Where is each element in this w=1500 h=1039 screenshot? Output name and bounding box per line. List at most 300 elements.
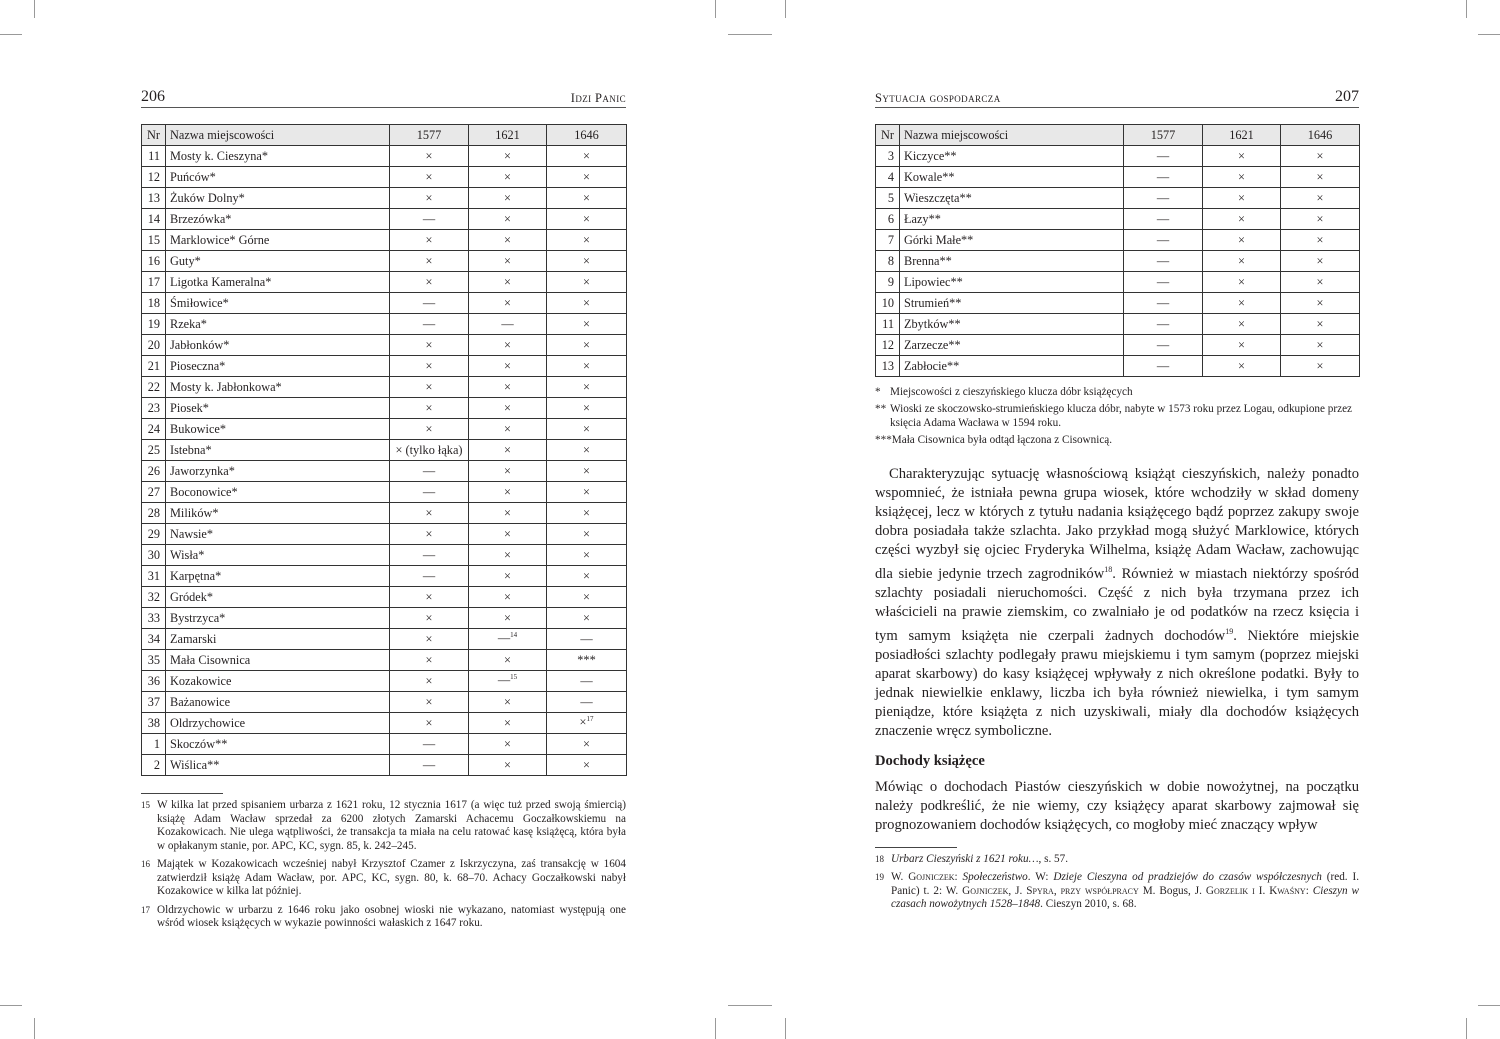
- cell-1577: [390, 188, 469, 209]
- cell-1646-value: ×: [583, 757, 590, 772]
- cell-nr-value: 23: [147, 400, 160, 415]
- footnote-number: 19: [875, 872, 884, 883]
- cell-1621: [469, 482, 547, 503]
- cell-1577-value: ×: [425, 715, 433, 730]
- table-row: [876, 188, 1360, 209]
- cell-1646: [547, 251, 627, 272]
- cell-1577: [1124, 314, 1203, 335]
- table-row: [142, 734, 627, 755]
- crop-mark: [728, 1005, 772, 1006]
- cell-name-value: Ligotka Kameralna*: [170, 274, 272, 289]
- cell-1621: [469, 734, 547, 755]
- footnote-number: 15: [141, 800, 150, 810]
- cell-1646-value: ×: [1316, 190, 1324, 205]
- table-row: [142, 398, 627, 419]
- cell-name: [900, 356, 1124, 377]
- cell-1577-value: —: [422, 484, 436, 499]
- footnote-rule: [875, 847, 957, 848]
- cell-nr: [142, 461, 166, 482]
- cell-name-value: Oldrzychowice: [170, 715, 246, 730]
- cell-name-value: Marklowice* Górne: [170, 232, 270, 247]
- cell-nr: [142, 629, 166, 650]
- cell-name: [166, 293, 390, 314]
- cell-nr: [876, 293, 900, 314]
- cell-1646: [547, 167, 627, 188]
- cell-nr-value: 6: [887, 211, 894, 226]
- cell-name-value: Zamarski: [170, 631, 217, 646]
- cell-1646: [547, 461, 627, 482]
- cell-nr: [876, 272, 900, 293]
- cell-1646-value: ×: [1316, 253, 1324, 268]
- cell-nr-value: 4: [887, 169, 894, 184]
- cell-1621-value: ×: [504, 358, 511, 373]
- cell-nr-value: 18: [147, 295, 160, 310]
- cell-nr-value: 13: [147, 190, 160, 205]
- footnote-ref[interactable]: 15: [510, 673, 518, 682]
- cell-name: [166, 608, 390, 629]
- table-row: [876, 251, 1360, 272]
- table-row: [142, 650, 627, 671]
- footnote-text-part: (red. I. Panic) t. 2: W.: [891, 871, 1359, 897]
- cell-1646-value: ×: [583, 190, 590, 205]
- cell-1577-value: —: [422, 211, 436, 226]
- cell-1621: [469, 272, 547, 293]
- cell-1646: [547, 524, 627, 545]
- cell-1577-value: ×: [425, 274, 433, 289]
- cell-1646-value: ×: [583, 316, 590, 331]
- cell-1577-value: ×: [425, 421, 433, 436]
- cell-1577-value: —: [1156, 190, 1170, 205]
- crop-mark: [1478, 34, 1500, 35]
- cell-1577: [390, 377, 469, 398]
- cell-nr-value: 14: [147, 211, 160, 226]
- cell-1646: [1281, 188, 1360, 209]
- cell-name-value: Nawsie*: [170, 526, 214, 541]
- cell-name: [900, 146, 1124, 167]
- cell-1577: [390, 650, 469, 671]
- cell-nr: [142, 209, 166, 230]
- cell-1621: [1203, 251, 1281, 272]
- cell-1577-value: —: [422, 568, 436, 583]
- cell-1577-value: ×: [425, 631, 433, 646]
- cell-nr: [142, 167, 166, 188]
- cell-1646-value: ×: [583, 610, 590, 625]
- cell-name: [166, 461, 390, 482]
- header-nr: Nr: [876, 125, 900, 146]
- cell-1577: [390, 503, 469, 524]
- cell-1577: [390, 608, 469, 629]
- cell-nr: [142, 335, 166, 356]
- cell-nr-value: 12: [881, 337, 894, 352]
- cell-1646-value: ×: [1316, 295, 1324, 310]
- crop-mark: [34, 1018, 35, 1039]
- cell-nr-value: 30: [147, 547, 160, 562]
- cell-1577: [1124, 251, 1203, 272]
- table-row: [142, 566, 627, 587]
- cell-1577: [390, 398, 469, 419]
- cell-nr-value: 8: [887, 253, 894, 268]
- cell-nr-value: 3: [887, 148, 894, 163]
- cell-nr-value: 24: [147, 421, 160, 436]
- crop-mark: [715, 0, 716, 18]
- cell-nr: [142, 188, 166, 209]
- footnote-number: 17: [141, 904, 150, 915]
- cell-nr-value: 5: [887, 190, 894, 205]
- cell-1646-value: ×: [583, 421, 590, 436]
- cell-1646-value: ×: [1316, 232, 1324, 247]
- cell-1646: [547, 146, 627, 167]
- cell-1621: [469, 545, 547, 566]
- cell-nr-value: 1: [153, 736, 160, 751]
- cell-name: [166, 377, 390, 398]
- cell-nr-value: 36: [147, 673, 160, 688]
- cell-1646: [547, 419, 627, 440]
- cell-nr: [876, 335, 900, 356]
- cell-1621: [469, 440, 547, 461]
- cell-1646: [547, 671, 627, 692]
- table-row: [142, 503, 627, 524]
- cell-1577-value: ×: [425, 505, 433, 520]
- cell-1646-value: ×: [583, 400, 590, 415]
- cell-1621: [469, 314, 547, 335]
- footnote-ref-18[interactable]: 18: [1104, 565, 1113, 574]
- cell-1646-value: ×: [583, 484, 590, 499]
- table-row: [876, 272, 1360, 293]
- cell-name-value: Karpętna*: [170, 568, 222, 583]
- cell-1577: [390, 671, 469, 692]
- cell-nr-value: 11: [882, 316, 894, 331]
- cell-name-value: Boconowice*: [170, 484, 238, 499]
- cell-1577-value: —: [1156, 337, 1170, 352]
- cell-1577: [390, 293, 469, 314]
- cell-name-value: Gródek*: [170, 589, 214, 604]
- cell-1646-value: ×: [1316, 148, 1324, 163]
- cell-1646: [547, 587, 627, 608]
- cell-nr: [876, 251, 900, 272]
- cell-1577-value: ×: [425, 652, 433, 667]
- villages-table: [875, 124, 1360, 377]
- cell-1621: [469, 335, 547, 356]
- table-row: [142, 524, 627, 545]
- header-nr: Nr: [142, 125, 166, 146]
- cell-name-value: Wieszczęta**: [904, 190, 972, 205]
- cell-name-value: Bażanowice: [170, 694, 231, 709]
- cell-1646-value: ×: [583, 736, 590, 751]
- cell-name: [166, 545, 390, 566]
- cell-1646: [1281, 146, 1360, 167]
- cell-nr-value: 25: [147, 442, 160, 457]
- cell-1577-value: ×: [425, 379, 433, 394]
- cell-1646: [547, 314, 627, 335]
- cell-1646: [547, 335, 627, 356]
- footnote-19: [875, 871, 1359, 912]
- cell-nr: [142, 503, 166, 524]
- cell-nr: [142, 356, 166, 377]
- cell-nr: [876, 356, 900, 377]
- cell-nr: [142, 545, 166, 566]
- cell-nr: [142, 419, 166, 440]
- cell-1621-value: ×: [504, 253, 511, 268]
- cell-1621: [469, 566, 547, 587]
- cell-name-value: Rzeka*: [170, 316, 207, 331]
- cell-1577: [390, 356, 469, 377]
- table-row: [142, 419, 627, 440]
- cell-1646: [547, 545, 627, 566]
- cell-nr-value: 38: [147, 715, 160, 730]
- cell-1621-value: ×: [504, 337, 511, 352]
- table-body: [142, 146, 627, 776]
- cell-name: [166, 209, 390, 230]
- cell-name: [166, 524, 390, 545]
- cell-nr: [876, 230, 900, 251]
- cell-1621-value: ×: [504, 484, 511, 499]
- cell-1621-value: ×: [1238, 148, 1245, 163]
- cell-nr-value: 29: [147, 526, 160, 541]
- cell-1646-value: ×: [583, 253, 590, 268]
- cell-1646: [547, 692, 627, 713]
- cell-nr-value: 9: [887, 274, 894, 289]
- cell-1577-value: —: [1156, 295, 1170, 310]
- cell-1577-value: ×: [425, 694, 433, 709]
- running-head-author: Idzi Panic: [570, 91, 626, 105]
- cell-name: [166, 188, 390, 209]
- cell-1621: [469, 293, 547, 314]
- cell-name: [900, 251, 1124, 272]
- cell-1646-value: —: [580, 694, 593, 709]
- cell-nr-value: 26: [147, 463, 160, 478]
- cell-1621: [1203, 209, 1281, 230]
- footnote-rule: [141, 793, 223, 794]
- cell-1646: [1281, 251, 1360, 272]
- cell-1621-value: ×: [504, 379, 511, 394]
- cell-name: [166, 566, 390, 587]
- cell-1577: [390, 146, 469, 167]
- cell-nr-value: 13: [881, 358, 894, 373]
- cell-1577-value: —: [1156, 316, 1170, 331]
- cell-1646-value: ×: [583, 379, 590, 394]
- table-row: [876, 167, 1360, 188]
- footnote-ref[interactable]: 14: [510, 631, 518, 640]
- cell-1646-value: ×: [583, 148, 590, 163]
- cell-nr-value: 28: [147, 505, 160, 520]
- cell-name-value: Kiczyce**: [904, 148, 957, 163]
- table-row: [142, 629, 627, 650]
- footnote-punct: :: [954, 871, 963, 884]
- cell-1646: [547, 398, 627, 419]
- cell-name: [166, 335, 390, 356]
- cell-1646-value: ×: [583, 547, 590, 562]
- cell-1621-value: ×: [504, 400, 511, 415]
- cell-1621: [469, 671, 547, 692]
- cell-1621-value: ×: [1238, 316, 1245, 331]
- cell-1621-value: ×: [504, 421, 511, 436]
- cell-nr: [876, 167, 900, 188]
- cell-1621-value: ×: [1238, 358, 1245, 373]
- cell-1621-value: ×: [504, 190, 511, 205]
- cell-name-value: Istebna*: [170, 442, 212, 457]
- table-row: [142, 293, 627, 314]
- cell-name-value: Lipowiec**: [904, 274, 963, 289]
- cell-name: [166, 734, 390, 755]
- crop-mark: [715, 1018, 716, 1039]
- cell-1577-value: ×: [425, 358, 433, 373]
- cell-1646: [547, 713, 627, 734]
- cell-1621-value: ×: [504, 148, 511, 163]
- footnote-number: 18: [875, 853, 884, 864]
- cell-1621: [469, 419, 547, 440]
- cell-name: [166, 230, 390, 251]
- cell-1577: [390, 587, 469, 608]
- cell-name-value: Mosty k. Jabłonkowa*: [170, 379, 282, 394]
- cell-1621-value: ×: [1238, 169, 1245, 184]
- table-row: [142, 314, 627, 335]
- cell-name: [166, 482, 390, 503]
- table-row: [142, 251, 627, 272]
- cell-name: [900, 314, 1124, 335]
- cell-1621: [469, 503, 547, 524]
- cell-name: [900, 335, 1124, 356]
- cell-name-value: Guty*: [170, 253, 201, 268]
- right-page: [875, 86, 1359, 912]
- cell-name-value: Jaworzynka*: [170, 463, 235, 478]
- crop-mark: [785, 1018, 786, 1039]
- header-name: Nazwa miejscowości: [166, 125, 390, 146]
- cell-1646-value: ×: [583, 463, 590, 478]
- cell-1621: [1203, 230, 1281, 251]
- cell-1621: [469, 587, 547, 608]
- cell-1621: [1203, 272, 1281, 293]
- cell-1577-value: ×: [425, 673, 433, 688]
- cell-1621: [469, 629, 547, 650]
- cell-nr-value: 35: [147, 652, 160, 667]
- table-row: [876, 356, 1360, 377]
- cell-1621-value: ×: [504, 442, 511, 457]
- footnote-title: Urbarz Cieszyński z 1621 roku…: [891, 852, 1039, 865]
- cell-name-value: Piosek*: [170, 400, 209, 415]
- footnote-15: [141, 799, 626, 853]
- section-heading: Dochody książęce: [875, 752, 985, 769]
- cell-1577-value: —: [1156, 274, 1170, 289]
- footnote-text: Majątek w Kozakowicach wcześniej nabył Krzysztof Czamer z Iskrzyczyna, zaś transakcję w 1604 zatwierdził książę Adam Wacław, por. APC, KC, sygn. 80, k. 68–70. Achacy Goczałkowski nabył Kozakowice w kilka lat później.: [157, 858, 626, 897]
- cell-1577: [1124, 188, 1203, 209]
- cell-nr: [876, 314, 900, 335]
- cell-1577: [1124, 293, 1203, 314]
- cell-nr-value: 19: [147, 316, 160, 331]
- cell-1577-value: ×: [425, 190, 433, 205]
- cell-name-value: Bukowice*: [170, 421, 227, 436]
- cell-nr: [142, 251, 166, 272]
- cell-nr-value: 2: [153, 757, 160, 772]
- cell-1621-value: ×: [1238, 232, 1245, 247]
- cell-1646: [1281, 230, 1360, 251]
- table-row: [142, 440, 627, 461]
- cell-nr: [142, 650, 166, 671]
- cell-1577: [390, 566, 469, 587]
- cell-1646: [1281, 356, 1360, 377]
- table-row: [142, 272, 627, 293]
- cell-1621: [469, 398, 547, 419]
- cell-name: [166, 314, 390, 335]
- cell-1646: [1281, 293, 1360, 314]
- table-row: [142, 335, 627, 356]
- cell-1577-value: —: [422, 757, 436, 772]
- cell-1621-value: —: [501, 316, 514, 331]
- cell-name-value: Zbytków**: [904, 316, 961, 331]
- cell-name: [166, 272, 390, 293]
- cell-name-value: Łazy**: [904, 211, 941, 226]
- cell-nr-value: 16: [147, 253, 160, 268]
- cell-1577-value: ×: [425, 169, 433, 184]
- table-row: [142, 167, 627, 188]
- footnote-16: [141, 858, 626, 899]
- cell-1621: [1203, 146, 1281, 167]
- cell-1577-value: —: [1156, 169, 1170, 184]
- cell-1577: [390, 734, 469, 755]
- cell-1646-value: ×: [583, 526, 590, 541]
- cell-1621-value: ×: [504, 274, 511, 289]
- cell-nr-value: 27: [147, 484, 160, 499]
- cell-1577: [390, 419, 469, 440]
- cell-nr-value: 17: [147, 274, 160, 289]
- cell-1646-value: ×: [579, 715, 587, 730]
- cell-1621: [469, 650, 547, 671]
- footnote-title: Dzieje Cieszyna od pradziejów do czasów współczesnych: [1053, 871, 1322, 884]
- crop-mark: [0, 34, 22, 35]
- crop-mark: [0, 1005, 22, 1006]
- cell-1577-value: —: [1156, 211, 1170, 226]
- cell-1621: [469, 146, 547, 167]
- footnote-author: Gojniczek, J. Spyra, przy współpracy: [962, 884, 1139, 897]
- footnote-ref[interactable]: 17: [586, 715, 594, 724]
- table-row: [142, 692, 627, 713]
- footnote-text: [891, 853, 1359, 867]
- table-note: [875, 385, 1359, 399]
- table-row: [142, 713, 627, 734]
- cell-1646: [547, 755, 627, 776]
- cell-name-value: Puńców*: [170, 169, 216, 184]
- table-note-text: Wioski ze skoczowsko-strumieńskiego klucza dóbr, nabyte w 1573 roku przez Logau, odkupione przez księcia Adama Wacława w 1594 roku.: [890, 403, 1353, 429]
- running-head: [875, 86, 1359, 108]
- running-head-title: Sytuacja gospodarcza: [875, 91, 1001, 105]
- header-1621: 1621: [1203, 125, 1281, 146]
- cell-1577: [390, 251, 469, 272]
- cell-1577-value: ×: [425, 337, 433, 352]
- cell-1646-value: —: [580, 631, 593, 646]
- cell-1621-value: ×: [504, 715, 511, 730]
- footnote-ref-19[interactable]: 19: [1225, 626, 1234, 636]
- cell-nr: [142, 314, 166, 335]
- footnote-text: W kilka lat przed spisaniem urbarza z 1621 roku, 12 stycznia 1617 (a więc tuż przed swoją śmiercią) książę Adam Wacław sprzedał za 6200 złotych Zamarski Achacemu Goczałkowskiemu na Kozakowicach. Nie ulega wątpliwości, że transakcja ta miała na celu ratować kasę książęcą, która była w opłakanym stanie, por. APC, KC, sygn. 85, k. 242–245.: [157, 799, 626, 852]
- table-row: [142, 230, 627, 251]
- table-header-row: [142, 125, 627, 146]
- cell-name-value: Pioseczna*: [170, 358, 226, 373]
- cell-nr: [142, 272, 166, 293]
- cell-1621-value: ×: [504, 736, 511, 751]
- cell-1577-value: ×: [425, 232, 433, 247]
- cell-nr: [142, 734, 166, 755]
- table-notes: [875, 385, 1359, 447]
- table-header-row: [876, 125, 1360, 146]
- cell-nr-value: 11: [148, 148, 160, 163]
- cell-1621: [469, 608, 547, 629]
- cell-1577: [390, 314, 469, 335]
- cell-nr-value: 21: [147, 358, 160, 373]
- cell-1621: [1203, 293, 1281, 314]
- table-note-marker: **: [875, 403, 887, 415]
- cell-name-value: Wisła*: [170, 547, 205, 562]
- cell-name: [900, 230, 1124, 251]
- cell-1646: [1281, 335, 1360, 356]
